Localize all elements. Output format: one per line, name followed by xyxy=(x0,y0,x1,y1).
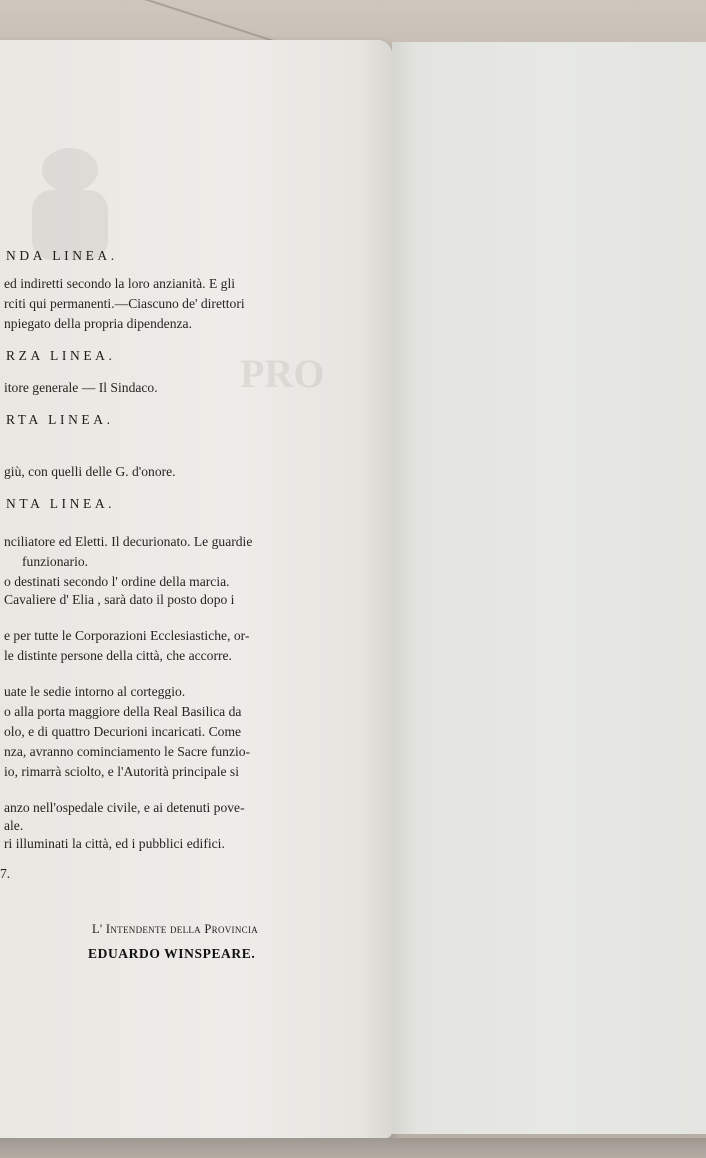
text-line: itore generale — Il Sindaco. xyxy=(4,380,158,395)
heading-fourth-line: RTA LINEA. xyxy=(6,412,114,427)
text-line: e per tutte le Corporazioni Ecclesiastiche, or- xyxy=(4,628,250,643)
right-page xyxy=(392,42,706,1134)
text-line: io, rimarrà sciolto, e l'Autorità principale si xyxy=(4,764,239,779)
heading-fifth-line: NTA LINEA. xyxy=(6,496,116,511)
heading-second-line: NDA LINEA. xyxy=(6,248,118,263)
text-line: nciliatore ed Eletti. Il decurionato. Le guardie xyxy=(4,534,253,549)
signature-name: EDUARDO WINSPEARE. xyxy=(88,946,256,961)
text-line: nza, avranno cominciamento le Sacre funzio- xyxy=(4,744,251,759)
text-line: ed indiretti secondo la loro anzianità. E gli xyxy=(4,276,236,291)
text-line: Cavaliere d' Elia , sarà dato il posto dopo i xyxy=(4,592,235,607)
text-line: uate le sedie intorno al corteggio. xyxy=(4,684,186,699)
text-line: ri illuminati la città, ed i pubblici edifici. xyxy=(4,836,225,851)
text-line: rciti qui permanenti.—Ciascuno de' direttori xyxy=(4,296,245,311)
text-line: funzionario. xyxy=(22,554,89,569)
text-line: o alla porta maggiore della Real Basilica da xyxy=(4,704,242,719)
text-line: giù, con quelli delle G. d'onore. xyxy=(4,464,176,479)
text-line: anzo nell'ospedale civile, e ai detenuti pove- xyxy=(4,800,245,815)
text-line: o destinati secondo l' ordine della marcia. xyxy=(4,574,230,589)
text-line: le distinte persone della città, che accorre. xyxy=(4,648,232,663)
text-line: npiegato della propria dipendenza. xyxy=(4,316,192,331)
heading-third-line: RZA LINEA. xyxy=(6,348,116,363)
text-line: 7. xyxy=(0,866,11,881)
signature-title: L' Intendente della Provincia xyxy=(92,922,259,936)
document-text xyxy=(0,40,392,1138)
text-line: ale. xyxy=(4,818,24,833)
left-page xyxy=(0,40,392,1138)
text-line: olo, e di quattro Decurioni incaricati. Come xyxy=(4,724,242,739)
bleed-through-text: PRO xyxy=(240,351,325,396)
bottom-shadow xyxy=(0,1138,706,1158)
